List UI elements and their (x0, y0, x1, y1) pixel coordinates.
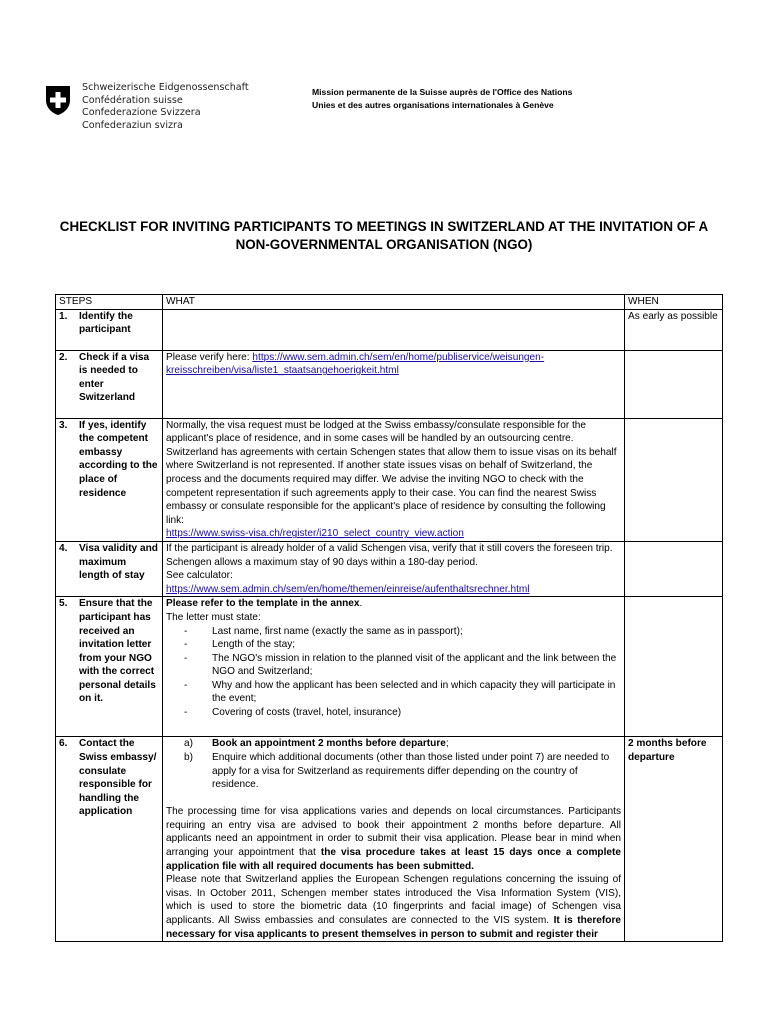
header-what: WHAT (163, 295, 625, 310)
checklist-table (55, 294, 723, 942)
when-cell (625, 597, 723, 737)
name-line: Confédération suisse (82, 94, 183, 106)
paragraph-bold: the visa procedure takes at least 15 days once a complete application file with all required documents has been submitted. (166, 847, 621, 872)
step-number: 5. (59, 598, 68, 610)
paragraph-text: Please note that Switzerland applies the European Schengen regulations concerning the issuing of visas. In October 2011, Schengen member states introduced the Visa Information System (VIS), which is used to store the biometric data (10 fingerprints and facial image) of Schengen visa applicants. All Swiss embassies and consulates are connected to the VIS system. (166, 874, 621, 927)
swiss-visa-link[interactable]: https://www.swiss-visa.ch/register/i210_select_country_view.action (166, 528, 464, 540)
checklist-table-wrapper (55, 294, 722, 942)
confederation-logo (44, 82, 249, 132)
name-line: Confederaziun svizra (82, 119, 183, 131)
mission-line: Mission permanente de la Suisse auprès de l'Office des Nations (312, 87, 573, 97)
header-when: WHEN (625, 295, 723, 310)
confederation-names (82, 82, 249, 132)
processing-paragraph (166, 805, 621, 873)
what-text: See calculator: (166, 570, 233, 582)
list-item-text: Covering of costs (travel, hotel, insurance) (212, 707, 402, 719)
when-text: 2 months before departure (628, 738, 707, 763)
step-label: If yes, identify the competent embassy according to the place of residence (79, 419, 158, 499)
step-cell (56, 418, 163, 541)
document-title (0, 218, 768, 253)
swiss-shield-icon (44, 84, 72, 116)
step-cell (56, 597, 163, 737)
list-item: - Why and how the applicant has been selected and in which capacity they will participate in the event; (184, 679, 621, 706)
header-steps: STEPS (56, 295, 163, 310)
list-item (184, 751, 621, 792)
list-item-text: The NGO's mission in relation to the planned visit of the applicant and the link between the NGO and Switzerland; (212, 652, 617, 678)
list-item-text: Length of the stay; (212, 639, 296, 651)
list-letter: b) (184, 751, 193, 763)
list-item-text: ; (445, 738, 449, 750)
what-text: The letter must state: (166, 611, 261, 623)
what-cell (163, 309, 625, 350)
list-item-text: Enquire which additional documents (other than those listed under point 7) are needed to apply for a visa for Switzerland as requirements differ depending on the country of residence. (212, 751, 610, 791)
paragraph-text: The processing time for visa applications varies and depends on local circumstances. Participants requiring an entry visa are advised to book their appointment 2 months before departure. All applicants need an appointment in order to submit their visa application. Please bear in mind when arranging your appointment that (166, 806, 621, 859)
table-row (56, 541, 723, 596)
stay-calculator-link[interactable]: https://www.sem.admin.ch/sem/en/home/themen/einreise/aufenthaltsrechner.html (166, 583, 530, 595)
step-label: Identify the participant (79, 310, 133, 336)
when-cell (625, 541, 723, 596)
step-cell (56, 350, 163, 418)
table-row (56, 309, 723, 350)
title-line: CHECKLIST FOR INVITING PARTICIPANTS TO MEETINGS IN SWITZERLAND AT THE INVITATION OF A (59, 219, 709, 234)
table-header-row (56, 295, 723, 310)
list-item-text: Why and how the applicant has been selected and in which capacity they will participate in the event; (212, 679, 616, 705)
step-label: Visa validity and maximum length of stay (79, 542, 158, 582)
when-cell (625, 737, 723, 942)
annex-note: Please refer to the template in the annex (166, 598, 360, 610)
step-cell (56, 737, 163, 942)
what-text: If the participant is already holder of a valid Schengen visa, verify that it still covers the foreseen trip. Schengen allows a maximum stay of 90 days within a 180-day period. (166, 542, 613, 568)
step-number: 2. (59, 351, 68, 363)
what-text: Normally, the visa request must be lodged at the Swiss embassy/consulate responsible for the applicant's place of residence, and in some cases will be handled by an outsourcing centre. Switzerland has agreements with certain Schengen states that allow them to issue visas on its behalf where Switzerland is not represented. If another state issues visas on behalf of Switzerland, the process and the documents required may differ. We advise the inviting NGO to check with the competent representation if such agreements apply to their case. You can find the nearest Swiss embassy or consulate responsible for the applicant's place of residence by consulting the following link: (166, 419, 617, 526)
list-item: - Covering of costs (travel, hotel, insurance) (184, 707, 402, 719)
table-row (56, 597, 723, 737)
list-item: - Last name, first name (exactly the same as in passport); (184, 625, 463, 637)
what-cell (163, 597, 625, 737)
when-cell (625, 309, 723, 350)
mission-line: Unies et des autres organisations internationales à Genève (312, 99, 554, 110)
list-item (184, 737, 621, 751)
list-item-bold: Book an appointment 2 months before departure (212, 738, 446, 750)
list-letter: a) (184, 738, 193, 750)
step-label: Ensure that the participant has received an invitation letter from your NGO with the correct personal details on it. (79, 598, 156, 705)
schengen-paragraph (166, 873, 621, 941)
table-row (56, 350, 723, 418)
what-cell (163, 418, 625, 541)
step-cell (56, 541, 163, 596)
step-label: Check if a visa is needed to enter Switzerland (79, 351, 150, 404)
step-cell (56, 309, 163, 350)
letter-requirements-list (166, 625, 621, 720)
when-cell (625, 350, 723, 418)
step-number: 1. (59, 310, 68, 322)
contact-steps-list (166, 737, 621, 791)
visa-list-link[interactable]: https://www.sem.admin.ch/sem/en/home/publiservice/weisungen-kreisschreiben/visa/liste1_staatsangehoerigkeit.html (166, 351, 545, 377)
what-cell (163, 541, 625, 596)
annex-note-end: . (359, 598, 363, 610)
what-cell (163, 737, 625, 942)
title-line: NON-GOVERNMENTAL ORGANISATION (NGO) (235, 236, 533, 252)
what-cell (163, 350, 625, 418)
step-number: 4. (59, 542, 68, 554)
paragraph-bold: It is therefore necessary for visa applicants to present themselves in person to submit and register their (166, 915, 621, 940)
list-item: - The NGO's mission in relation to the planned visit of the applicant and the link between the NGO and Switzerland; (184, 652, 621, 679)
mission-header (312, 86, 572, 111)
list-item: - Length of the stay; (184, 639, 296, 651)
name-line: Confederazione Svizzera (82, 107, 201, 118)
when-cell (625, 418, 723, 541)
name-line: Schweizerische Eidgenossenschaft (82, 82, 249, 93)
what-text: Please verify here: (166, 351, 253, 363)
table-row (56, 737, 723, 942)
step-label: Contact the Swiss embassy/ consulate responsible for handling the application (79, 738, 157, 818)
step-number: 6. (59, 738, 68, 750)
when-text: As early as possible (628, 310, 718, 322)
step-number: 3. (59, 419, 68, 431)
list-item-text: Last name, first name (exactly the same as in passport); (212, 625, 463, 637)
table-row (56, 418, 723, 541)
